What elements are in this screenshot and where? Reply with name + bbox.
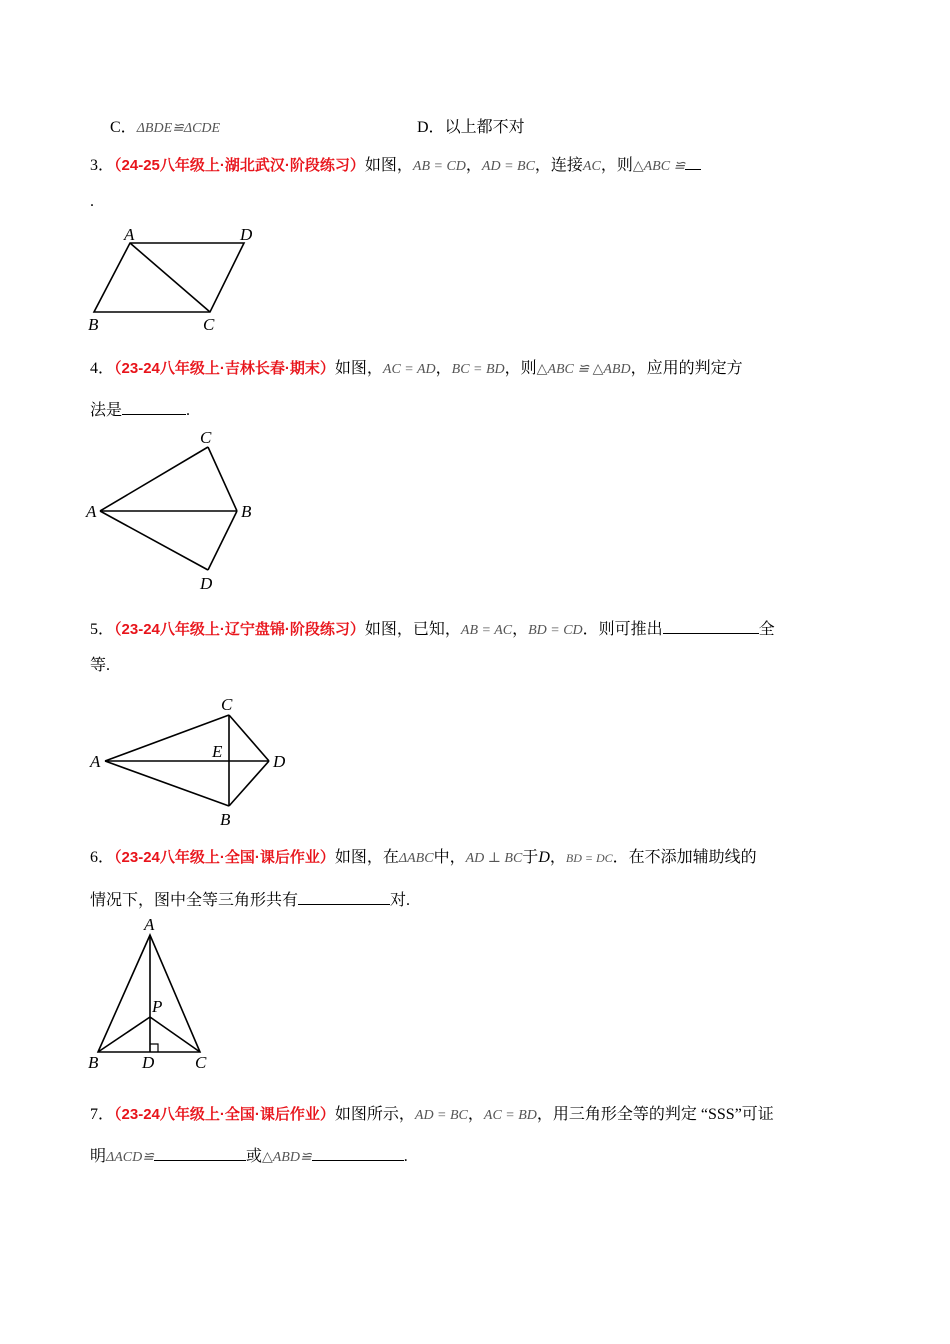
option-d-label: D． [417, 119, 445, 136]
q3-math-1: AB = CD [412, 159, 466, 174]
q3-text-2: ， [465, 157, 482, 174]
q7-math-1: AD = BC [414, 1108, 468, 1123]
q3-continuation: . [90, 193, 94, 210]
q4-continuation [90, 398, 190, 421]
q3-label-b: B [88, 315, 99, 334]
q3-label-c: C [203, 315, 215, 334]
q5-text-1: 如图，已知， [364, 621, 461, 638]
q3-diagonal-ac [130, 243, 210, 312]
q6-text-2: 中， [433, 849, 466, 866]
q3-text-3: ，连接 [534, 157, 583, 174]
q5-segment-bd [229, 761, 269, 806]
q5-text-2: ， [512, 621, 529, 638]
q3-math-2: AD = BC [481, 159, 535, 174]
q4-text-4: ，应用的判定方 [630, 360, 743, 377]
q6-text-5: ．在不添加辅助线的 [612, 849, 757, 866]
q6-answer-blank[interactable] [298, 888, 390, 905]
q5-segment-ab [105, 761, 229, 806]
q4-segment-ad [100, 511, 208, 570]
q6-label-b: B [88, 1053, 99, 1072]
q7-text-2: ， [467, 1106, 484, 1123]
q4-segment-cb [208, 447, 237, 511]
q6-end: 对. [390, 892, 411, 909]
q3-math-3: AC [582, 159, 601, 174]
q5-label-a: A [90, 752, 101, 771]
q4-math-3: △ABC ≌ △ABD [536, 362, 631, 377]
q7-cont-text: 明 [90, 1148, 107, 1165]
question-4 [90, 359, 743, 380]
q7-text-4: 或 [245, 1148, 262, 1165]
q5-label-d: D [273, 752, 286, 771]
q3-text-4: ，则 [600, 157, 633, 174]
q3-label-a: A [124, 225, 135, 244]
q6-source: （23-24八年级上·全国·课后作业） [114, 849, 335, 866]
q6-cont-text: 情况下，图中全等三角形共有 [90, 892, 299, 909]
q7-math-3: ΔACD≌ [106, 1150, 154, 1165]
option-c-label: C． [110, 119, 137, 136]
q5-continuation: 等. [90, 657, 111, 674]
q5-number: 5． [90, 621, 115, 638]
q4-segment-ac [100, 447, 208, 511]
question-5 [90, 617, 775, 641]
q3-source: （24-25八年级上·湖北武汉·阶段练习） [114, 157, 365, 174]
q5-text-4: 全 [758, 621, 775, 638]
q7-end: . [403, 1148, 408, 1165]
q4-text-1: 如图， [334, 360, 383, 377]
q3-number: 3． [90, 157, 115, 174]
q6-text-1: 如图，在 [334, 849, 399, 866]
q5-label-b: B [220, 810, 231, 829]
q5-source: （23-24八年级上·辽宁盘锦·阶段练习） [114, 621, 365, 638]
question-7 [90, 1105, 774, 1126]
q5-label-c: C [221, 695, 233, 714]
q6-point-d: D [538, 849, 550, 866]
q4-label-a: A [86, 502, 97, 521]
question-6 [90, 848, 757, 869]
q7-source: （23-24八年级上·全国·课后作业） [114, 1106, 335, 1123]
q6-math-2: AD ⊥ BC [465, 851, 523, 866]
q4-math-2: BC = BD [451, 362, 505, 377]
q6-math-3: BD = DC [565, 851, 613, 865]
q6-label-a: A [144, 915, 155, 934]
q4-source: （23-24八年级上·吉林长春·期末） [114, 360, 335, 377]
q7-text-1: 如图所示， [334, 1106, 415, 1123]
q6-math-1: ΔABC [398, 851, 434, 866]
q3-label-d: D [240, 225, 253, 244]
option-c-math: ΔBDE≌ΔCDE [136, 121, 221, 136]
q6-triangle-abc [98, 935, 200, 1052]
q7-number: 7． [90, 1106, 115, 1123]
q4-label-b: B [241, 502, 252, 521]
q7-answer-blank-1[interactable] [154, 1144, 246, 1161]
q7-answer-blank-2[interactable] [312, 1144, 404, 1161]
q7-math-2: AC = BD [483, 1108, 537, 1123]
q5-math-1: AB = AC [460, 623, 513, 638]
q5-text-3: ．则可推出 [582, 621, 663, 638]
q6-number: 6． [90, 849, 115, 866]
q5-answer-blank[interactable] [663, 617, 759, 634]
q6-continuation [90, 888, 410, 911]
q4-cont-text: 法是 [90, 402, 123, 419]
q4-number: 4． [90, 360, 115, 377]
q4-text-3: ，则 [504, 360, 537, 377]
q4-answer-blank[interactable] [122, 398, 186, 415]
q6-text-3: 于 [522, 849, 539, 866]
q7-math-4: △ABD≌ [261, 1150, 312, 1165]
q5-segment-ac [105, 715, 229, 761]
q7-continuation [90, 1144, 408, 1168]
q6-label-d: D [142, 1053, 155, 1072]
q5-label-e: E [212, 742, 223, 761]
q5-math-2: BD = CD [528, 623, 583, 638]
q6-label-p: P [152, 997, 163, 1016]
q6-label-c: C [195, 1053, 207, 1072]
q6-right-angle-mark [150, 1044, 158, 1052]
q4-label-d: D [200, 574, 213, 593]
q4-label-c: C [200, 428, 212, 447]
option-d-text: 以上都不对 [444, 119, 525, 136]
q3-text-1: 如图， [364, 157, 413, 174]
q4-math-1: AC = AD [382, 362, 436, 377]
q6-text-4: ， [549, 849, 566, 866]
q5-segment-cd [229, 715, 269, 761]
q4-segment-db [208, 511, 237, 570]
q4-end: . [186, 402, 191, 419]
q3-math-4: △ABC ≌ [632, 159, 686, 174]
q7-text-3: ，用三角形全等的判定 “SSS”可证 [536, 1106, 774, 1123]
q4-text-2: ， [435, 360, 452, 377]
